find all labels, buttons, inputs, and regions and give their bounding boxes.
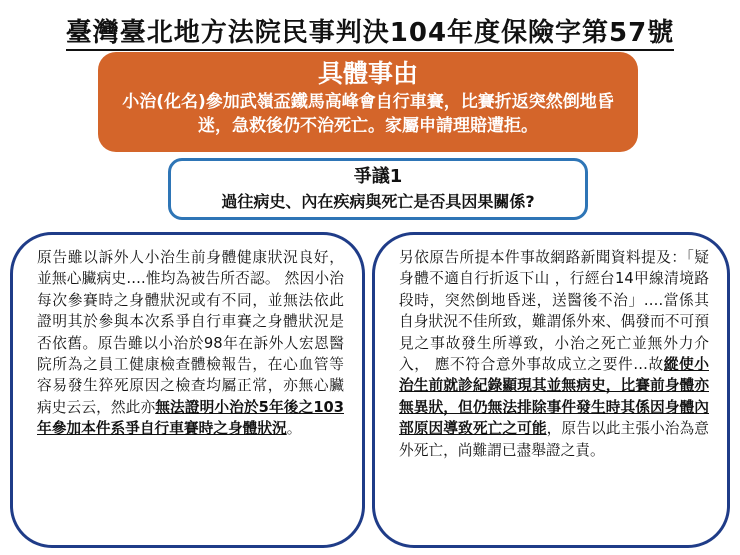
left-argument-text (37, 247, 344, 440)
issue-heading: 爭議1 (353, 166, 403, 187)
facts-text: 小治(化名)參加武嶺盃鐵馬高峰會自行車賽，比賽折返突然倒地昏迷，急救後仍不治死亡。家屬申請理賠遭拒。 (122, 92, 614, 136)
issue-text: 過往病史、內在疾病與死亡是否具因果關係? (221, 192, 535, 211)
right-text-part1: 另依原告所提本件事故網路新聞資料提及：「疑身體不適自行折返下山 ，行經台14甲線清境路段時，突然倒地昏迷，送醫後不治」….當係其自身狀況不佳所致，難謂係外來、偶發而不可預見之事故發生所導致，小治之死亡並無外力介入， 應不符合意外事故成立之要件…故 (399, 249, 709, 374)
facts-heading: 具體事由 (317, 59, 418, 88)
right-highlight-text: 縱使小治生前就診紀錄顯現其並無病史，比賽前身體亦無異狀，但仍無法排除事件發生時其係因身體內部原因導致死亡之可能 (399, 356, 709, 438)
title-text: 臺灣臺北地方法院民事判決104年度保險字第57號 (66, 18, 674, 51)
facts-box (98, 52, 638, 152)
issue-box (168, 158, 588, 220)
left-argument-panel (10, 232, 365, 548)
right-text-part2: ，原告以此主張小治為意外死亡，尚難謂已盡舉證之責。 (399, 420, 709, 459)
left-text-part1: 原告雖以訴外人小治生前身體健康狀況良好，並無心臟病史….惟均為被告所否認。 然因小治每次參賽時之身體狀況或有不同，並無法依此證明其於參與本次系爭自行車賽之身體狀況是否依舊。原告雖以小治於98年在訴外人宏恩醫院所為之員工健康檢查體檢報告，在心血管等容易發生猝死原因之檢查均屬正常，亦無心臟病史云云，然此亦 (37, 249, 344, 416)
page-title (0, 12, 740, 49)
left-highlight-text: 無法證明小治於5年後之103 年參加本件系爭自行車賽時之身體狀況 (37, 398, 344, 438)
right-argument-text (399, 247, 709, 461)
left-text-part2: 。 (286, 420, 302, 438)
right-argument-panel (372, 232, 730, 548)
